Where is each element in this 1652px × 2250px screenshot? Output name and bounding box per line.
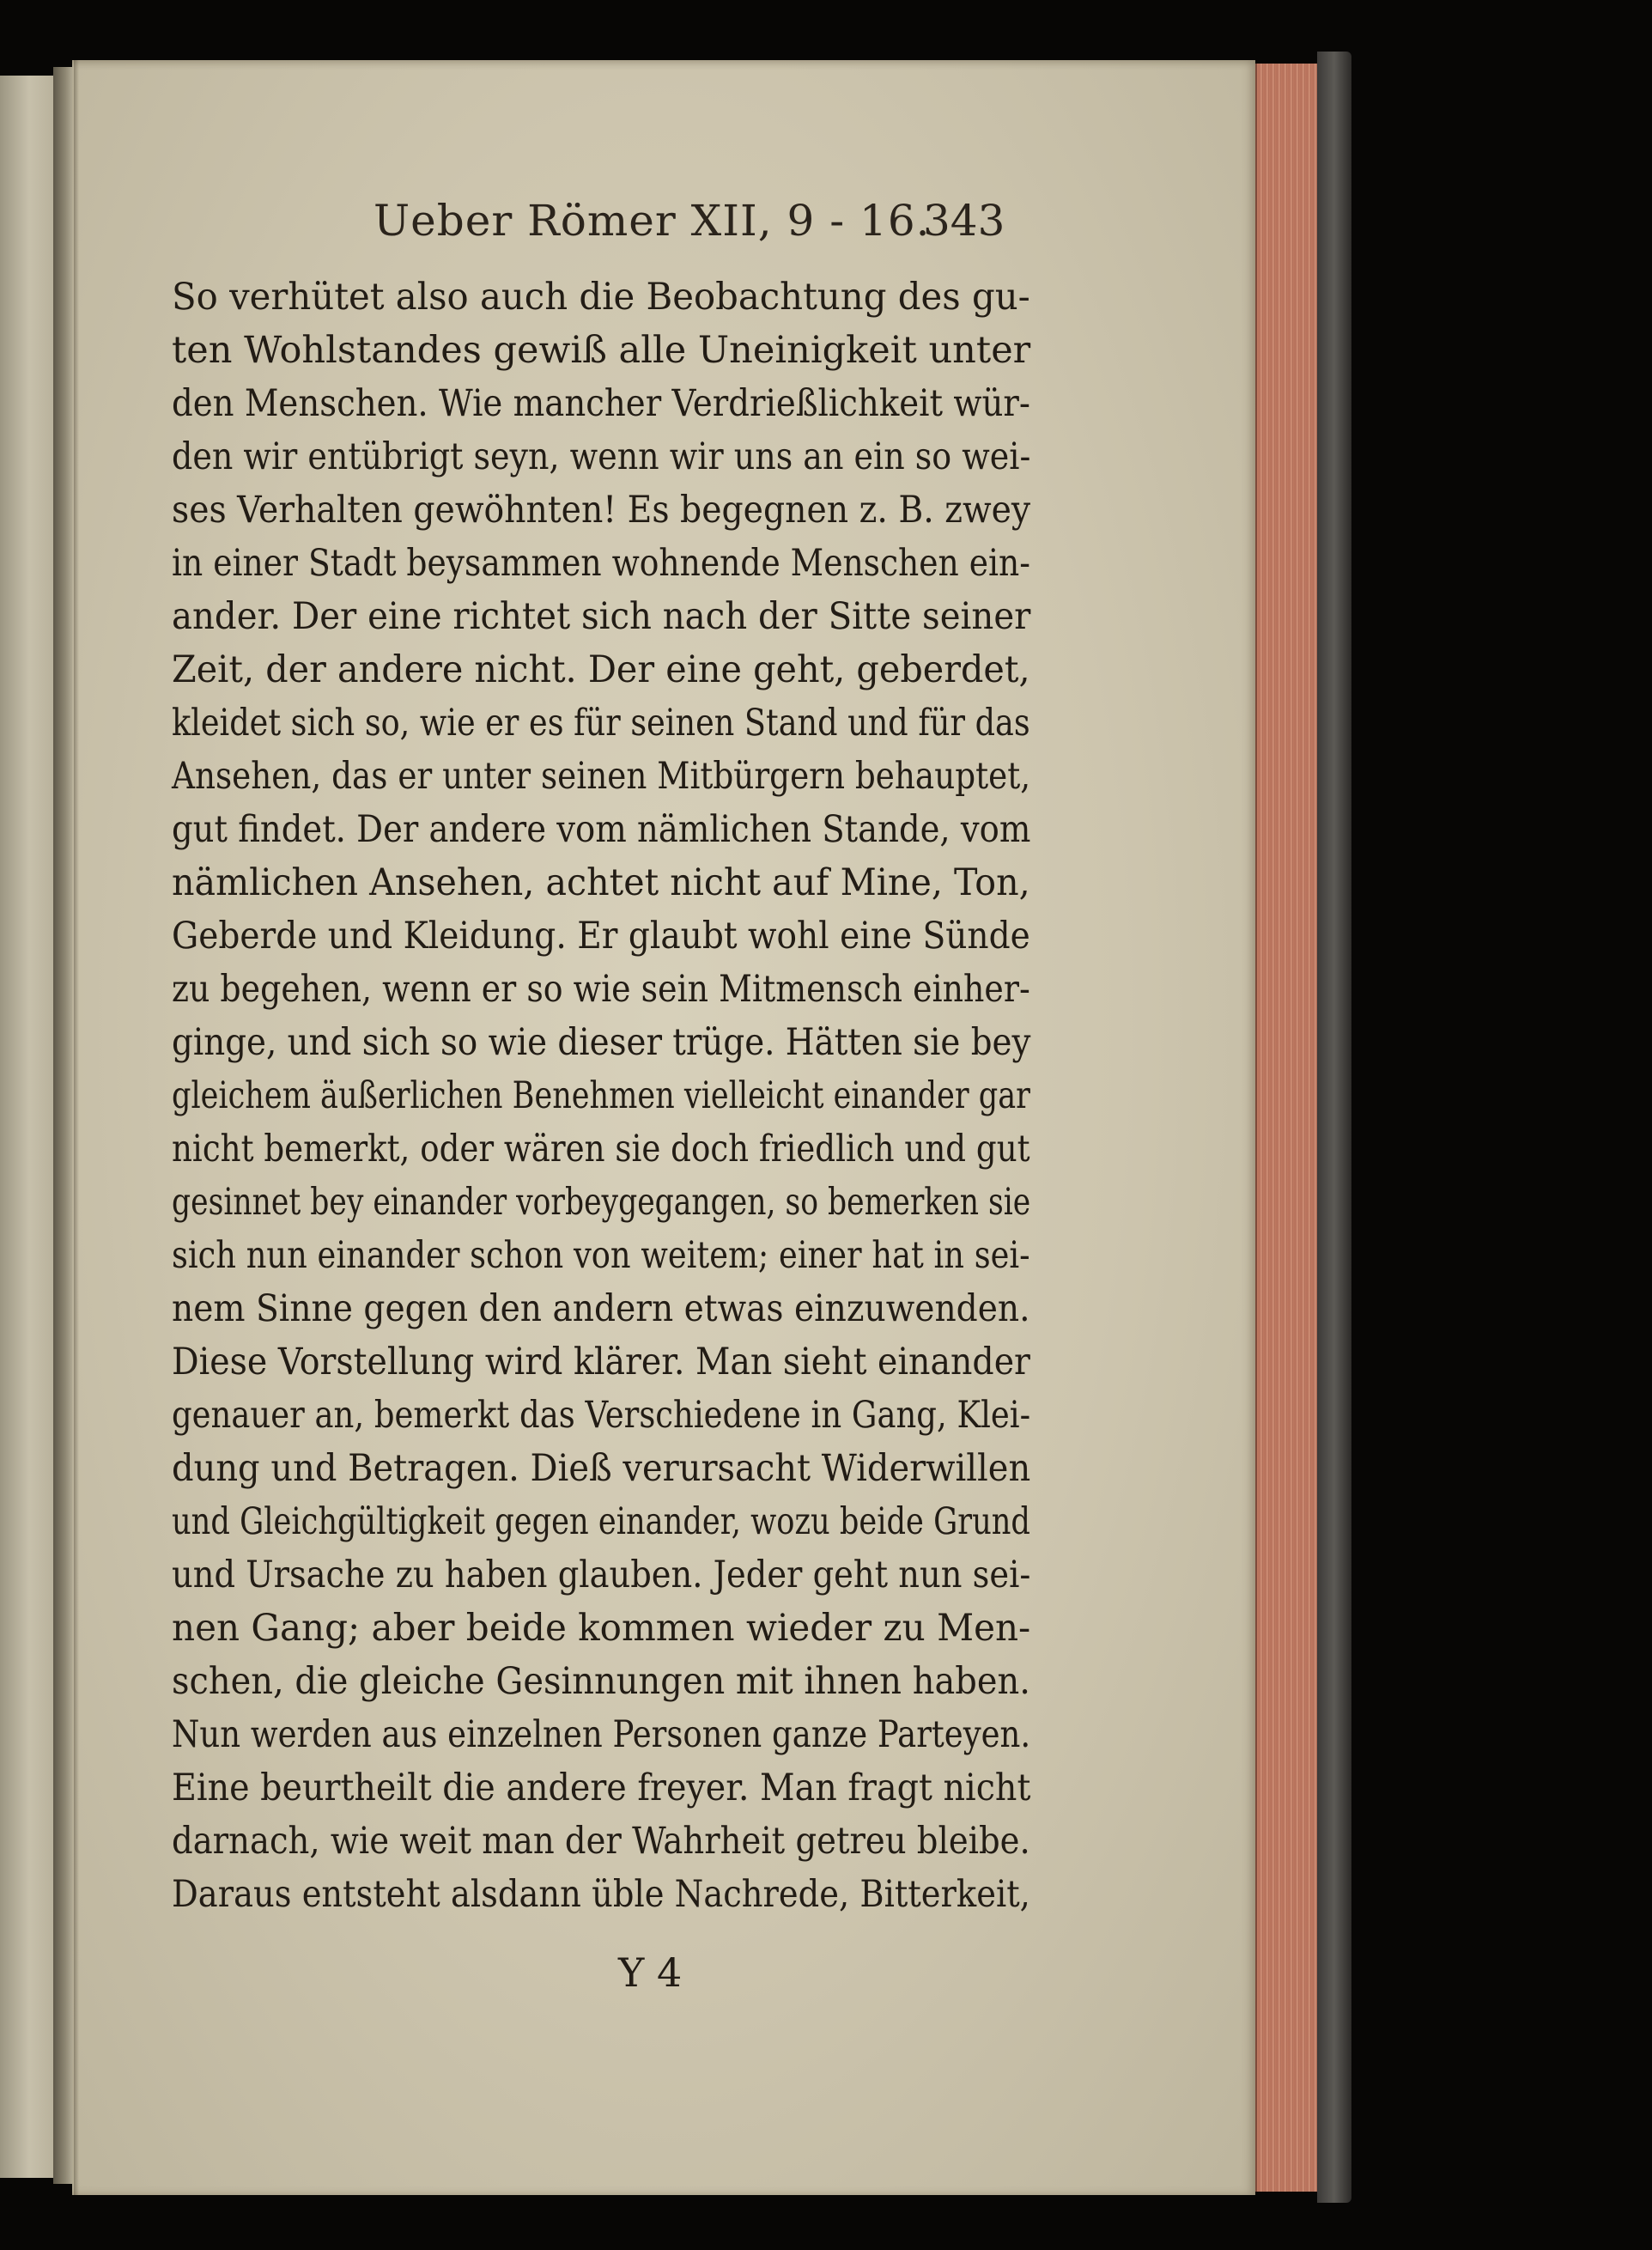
text-line: ander. Der eine richtet sich nach der Sitte seiner: [172, 595, 1031, 638]
text-line: und Ursache zu haben glauben. Jeder geht nun sei-: [172, 1554, 1031, 1596]
text-line: und Gleichgültigkeit gegen einander, wozu beide Grund: [172, 1500, 1030, 1543]
page-number: 343: [923, 196, 1005, 246]
body-text: [172, 273, 1030, 1939]
text-line: Diese Vorstellung wird klärer. Man sieht einander: [172, 1341, 1030, 1383]
text-line: Ansehen, das er unter seinen Mitbürgern behauptet,: [172, 755, 1031, 798]
text-line: ses Verhalten gewöhnten! Es begegnen z. B. zwey: [172, 489, 1031, 532]
page-block-edges: [1255, 64, 1321, 2192]
text-line: gut findet. Der andere vom nämlichen Stande, vom: [172, 808, 1031, 851]
text-line: Eine beurtheilt die andere freyer. Man fragt nicht: [172, 1767, 1031, 1809]
text-line: schen, die gleiche Gesinnungen mit ihnen haben.: [172, 1660, 1030, 1703]
book-gutter: [53, 67, 74, 2184]
text-line: genauer an, bemerkt das Verschiedene in Gang, Klei-: [172, 1394, 1031, 1437]
text-line: gleichem äußerlichen Benehmen vielleicht einander gar: [172, 1074, 1030, 1117]
text-line: gesinnet bey einander vorbeygegangen, so bemerken sie: [172, 1181, 1031, 1224]
text-line: nicht bemerkt, oder wären sie doch friedlich und gut: [172, 1128, 1030, 1171]
text-line: nem Sinne gegen den andern etwas einzuwenden.: [172, 1287, 1030, 1330]
text-line: Zeit, der andere nicht. Der eine geht, geberdet,: [172, 648, 1030, 691]
text-line: Geberde und Kleidung. Er glaubt wohl eine Sünde: [172, 915, 1030, 958]
text-line: kleidet sich so, wie er es für seinen Stand und für das: [172, 702, 1030, 745]
running-header: [292, 180, 1043, 249]
text-line: nen Gang; aber beide kommen wieder zu Men-: [172, 1607, 1031, 1650]
text-line: den Menschen. Wie mancher Verdrießlichkeit wür-: [172, 382, 1030, 425]
text-line: So verhütet also auch die Beobachtung des gu-: [172, 276, 1030, 319]
signature-mark: Y 4: [618, 1949, 683, 1996]
text-line: ginge, und sich so wie dieser trüge. Hätten sie bey: [172, 1021, 1031, 1064]
book-cover-edge: [1317, 52, 1351, 2203]
previous-page-edge: [0, 76, 56, 2178]
text-line: nämlichen Ansehen, achtet nicht auf Mine, Ton,: [172, 861, 1030, 904]
text-line: dung und Betragen. Dieß verursacht Widerwillen: [172, 1447, 1031, 1490]
text-line: darnach, wie weit man der Wahrheit getreu bleibe.: [172, 1820, 1030, 1863]
text-line: Nun werden aus einzelnen Personen ganze Parteyen.: [172, 1713, 1031, 1756]
text-line: in einer Stadt beysammen wohnende Menschen ein-: [172, 542, 1030, 585]
text-line: zu begehen, wenn er so wie sein Mitmensch einher-: [172, 968, 1030, 1011]
text-line: sich nun einander schon von weitem; einer hat in sei-: [172, 1234, 1030, 1277]
page-fold-shadow: [74, 60, 79, 2195]
running-header-title: Ueber Römer XII, 9 - 16.: [374, 196, 931, 246]
text-line: den wir entübrigt seyn, wenn wir uns an ein so wei-: [172, 435, 1031, 478]
text-line: ten Wohlstandes gewiß alle Uneinigkeit unter: [172, 329, 1031, 372]
text-line: Daraus entsteht alsdann üble Nachrede, Bitterkeit,: [172, 1873, 1030, 1916]
